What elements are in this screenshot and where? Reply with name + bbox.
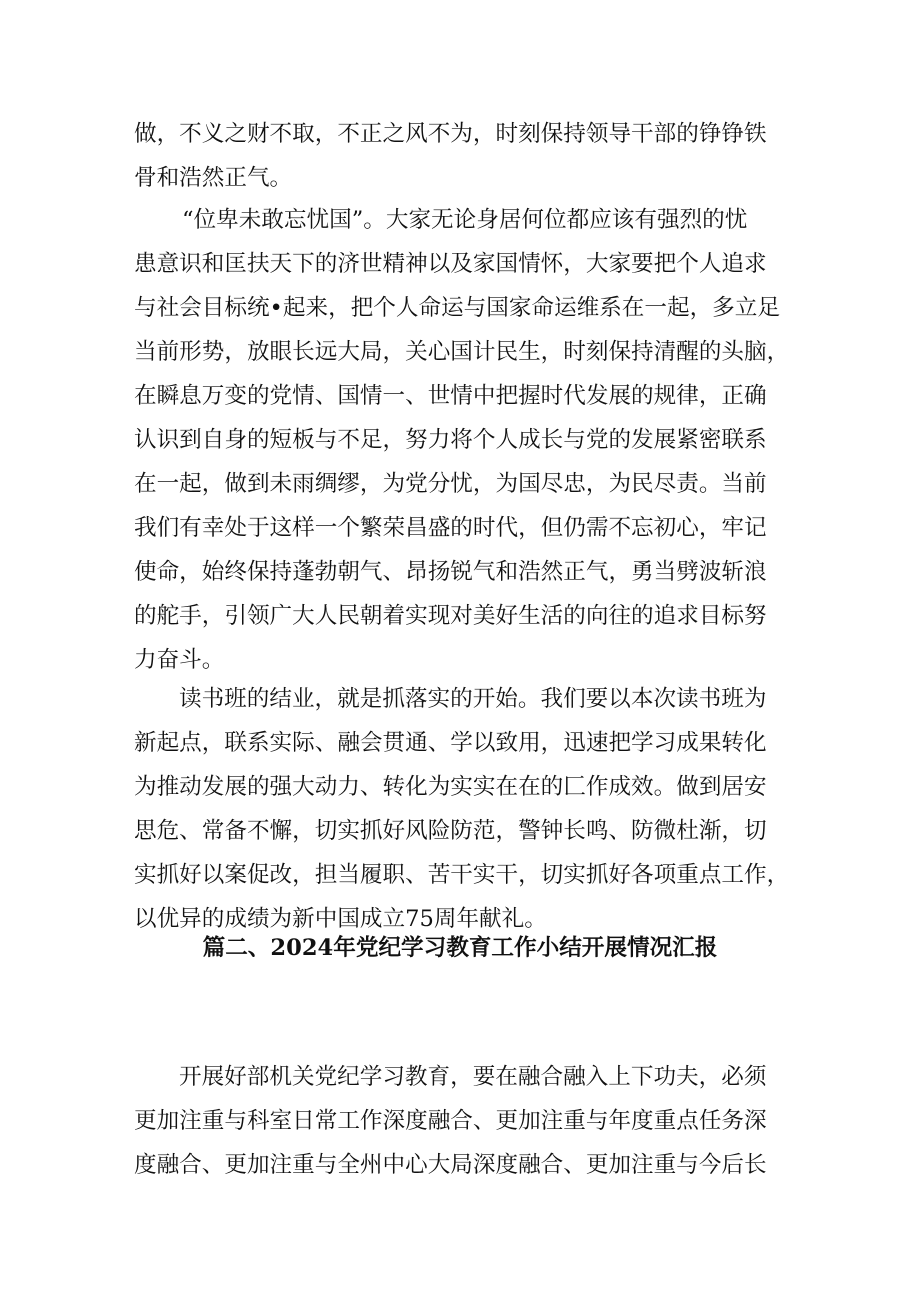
paragraph-implementation xyxy=(134,677,794,941)
text-line: 为推动发展的强大动力、转化为实实在在的匚作成效。做到居安 xyxy=(134,774,767,800)
text-line: 力奋斗。 xyxy=(134,647,225,673)
text-line: 以优异的成绩为新中国成立75周年献礼。 xyxy=(134,906,547,932)
text-line: “位卑未敢忘忧国”。大家无论身居何位都应该有强烈的忧 xyxy=(182,207,748,233)
text-line: 实抓好以案促改，担当履职、苦干实干，切实抓好各项重点工作， xyxy=(134,862,790,888)
text-line: 开展好部机关党纪学习教育，要在融合融入上下功夫，必须 xyxy=(179,1064,767,1090)
text-line: 骨和浩然正气。 xyxy=(134,165,293,191)
text-line: 做，不义之财不取，不正之风不为，时刻保持领导干部的铮铮铁 xyxy=(134,121,767,147)
text-line: 患意识和匡扶天下的济世精神以及家国情怀，大家要把个人追求 xyxy=(134,251,767,277)
text-line: 思危、常备不懈，切实抓好风险防范，警钟长鸣、防微杜渐，切 xyxy=(134,818,767,844)
text-line: 在瞬息万变的党情、国情一、世情中把握时代发展的规律，正确 xyxy=(134,383,767,409)
text-line: 与社会目标统•起来，把个人命运与国家命运维系在一起，多立足 xyxy=(134,295,780,321)
paragraph-patriotism xyxy=(134,198,794,682)
text-line: 在一起，做到未雨绸缪，为党分忧，为国尽忠，为民尽责。当前 xyxy=(134,471,767,497)
text-line: 使命，始终保持蓬勃朝气、昂扬锐气和浩然正气，勇当劈波斩浪 xyxy=(134,559,767,585)
paragraph-continuation xyxy=(134,112,794,200)
text-line: 读书班的结业，就是抓落实的开始。我们要以本次读书班为 xyxy=(179,686,767,712)
text-line: 度融合、更加注重与全州中心大局深度融合、更加注重与今后长 xyxy=(134,1152,767,1178)
section-heading: 篇二、2024年党纪学习教育工作小结开展情况汇报 xyxy=(202,935,718,961)
text-line: 新起点，联系实际、融会贯通、学以致用，迅速把学习成果转化 xyxy=(134,730,767,756)
text-line: 当前形势，放眼长远大局，关心国计民生，时刻保持清醒的头脑， xyxy=(134,339,790,365)
text-line: 的舵手，引领广大人民朝着实现对美好生活的向往的追求目标努 xyxy=(134,603,767,629)
text-line: 我们有幸处于这样一个繁荣昌盛的时代，但仍需不忘初心，牢记 xyxy=(134,515,767,541)
section-paragraph xyxy=(134,1055,794,1187)
text-line: 更加注重与科室日常工作深度融合、更加注重与年度重点任务深 xyxy=(134,1108,767,1134)
text-line: 认识到自身的短板与不足，努力将个人成长与党的发展紧密联系 xyxy=(134,427,767,453)
